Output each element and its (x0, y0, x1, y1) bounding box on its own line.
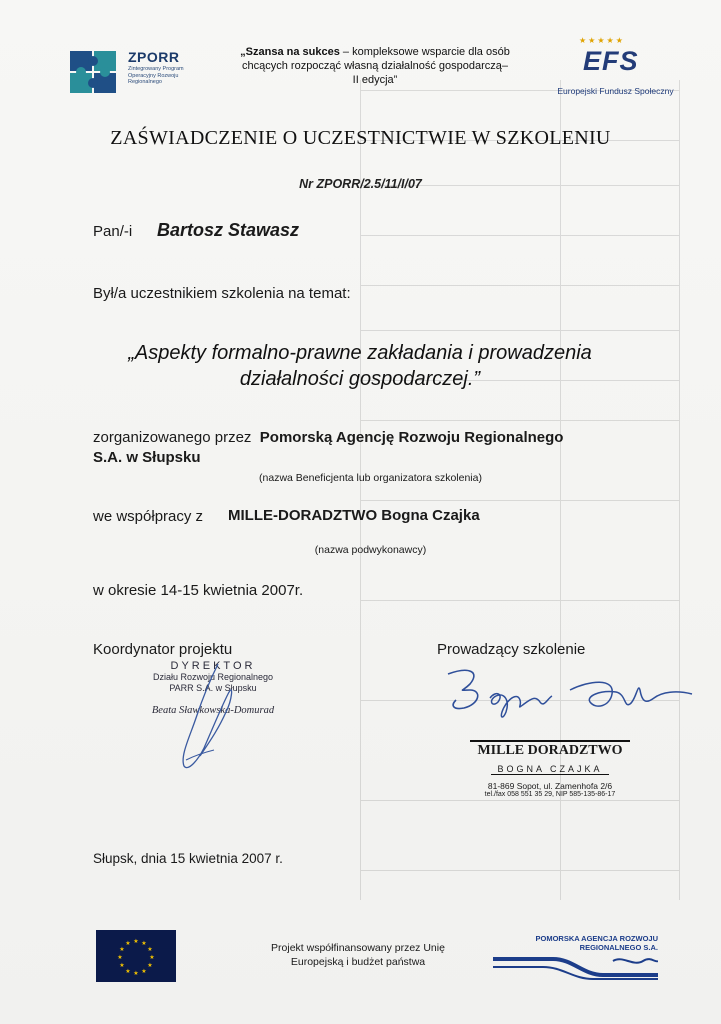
svg-text:★: ★ (149, 954, 155, 961)
svg-text:★: ★ (119, 962, 125, 969)
stamp-left-line3: PARR S.A. w Słupsku (169, 683, 257, 693)
project-title: „Szansa na sukces (240, 46, 340, 58)
organizer-paragraph (93, 428, 633, 468)
zporr-subtitle: Zintegrowany Program Operacyjny Rozwoju Regionalnego (128, 66, 184, 85)
recipient-label: Pan/-i (93, 223, 133, 240)
document-title: ZAŚWIADCZENIE O UCZESTNICTWIE W SZKOLENIU (110, 127, 611, 149)
stamp-right-line2: BOGNA CZAJKA (491, 764, 608, 775)
recipient-name: Bartosz Stawasz (157, 220, 300, 240)
topic-line-2: działalności gospodarczej.” (239, 368, 481, 390)
eu-flag-icon (96, 930, 176, 982)
svg-text:★: ★ (141, 968, 147, 975)
parr-logo (493, 935, 658, 980)
svg-text:★: ★ (133, 970, 139, 977)
svg-text:★: ★ (141, 940, 147, 947)
project-desc-3: II edycja” (352, 74, 398, 86)
stamp-right-line1: MILLE DORADZTWO (470, 740, 630, 759)
training-topic (60, 340, 660, 392)
project-header (215, 45, 535, 87)
wave-logo-icon (493, 953, 658, 980)
zporr-logo (68, 47, 198, 97)
stamp-right-line4: tel./fax 058 551 35 29, NIP 585-135-86-17 (484, 791, 616, 798)
svg-text:★: ★ (147, 946, 153, 953)
svg-text:★: ★ (147, 962, 153, 969)
cofinance-note (228, 941, 488, 969)
subcontractor-note: (nazwa podwykonawcy) (314, 544, 427, 556)
trainer-stamp (470, 740, 630, 798)
cooperation-label: we współpracy z (93, 508, 204, 525)
svg-text:★: ★ (133, 938, 139, 945)
coordinator-signature (150, 660, 260, 772)
puzzle-logo-icon (68, 47, 120, 97)
zporr-name: ZPORR (128, 49, 180, 65)
topic-line-1: „Aspekty formalno-prawne zakładania i prowadzenia (128, 342, 592, 364)
organized-by-label: zorganizowanego przez (93, 429, 252, 446)
parr-name (493, 935, 658, 952)
participant-text: Był/a uczestnikiem szkolenia na temat: (93, 285, 351, 302)
cofinance-line-1: Projekt współfinansowany przez Unię (271, 942, 445, 954)
stamp-left-line2: Działu Rozwoju Regionalnego (152, 672, 274, 682)
organizer-name-1: Pomorską Agencję Rozwoju Regionalnego (259, 429, 564, 446)
stamp-left-signatory: Beata Sławkowska-Domurad (151, 705, 275, 716)
trainer-label: Prowadzący szkolenie (437, 641, 586, 658)
svg-text:★: ★ (119, 946, 125, 953)
stamp-left-line1: DYREKTOR (170, 660, 256, 672)
training-period: w okresie 14-15 kwietnia 2007r. (93, 582, 304, 599)
project-desc-1: – kompleksowe wsparcie dla osób (339, 46, 510, 58)
stars-icon: ★★★★★ (579, 36, 625, 45)
efs-logo (553, 36, 678, 102)
subcontractor-name: MILLE-DORADZTWO Bogna Czajka (228, 507, 480, 524)
place-and-date: Słupsk, dnia 15 kwietnia 2007 r. (93, 851, 283, 866)
svg-text:★: ★ (125, 968, 131, 975)
organizer-name-2: S.A. w Słupsku (93, 449, 201, 466)
efs-name: EFS (583, 46, 639, 76)
parr-line-1: POMORSKA AGENCJA ROZWOJU (535, 934, 658, 943)
cofinance-line-2: Europejską i budżet państwa (290, 956, 426, 968)
project-desc-2: chcących rozpocząć własną działalność gospodarczą– (242, 60, 508, 72)
coordinator-label: Koordynator projektu (93, 641, 233, 658)
parr-line-2: REGIONALNEGO S.A. (579, 942, 658, 952)
organizer-note: (nazwa Beneficjenta lub organizatora szkolenia) (259, 472, 482, 484)
trainer-signature (440, 660, 700, 740)
svg-text:★: ★ (117, 954, 123, 961)
document-number: Nr ZPORR/2.5/11/I/07 (299, 177, 422, 191)
efs-caption: Europejski Fundusz Społeczny (557, 86, 674, 96)
svg-text:★: ★ (125, 940, 131, 947)
stamp-right-line3: 81-869 Sopot, ul. Zamenhofa 2/6 (487, 781, 613, 791)
